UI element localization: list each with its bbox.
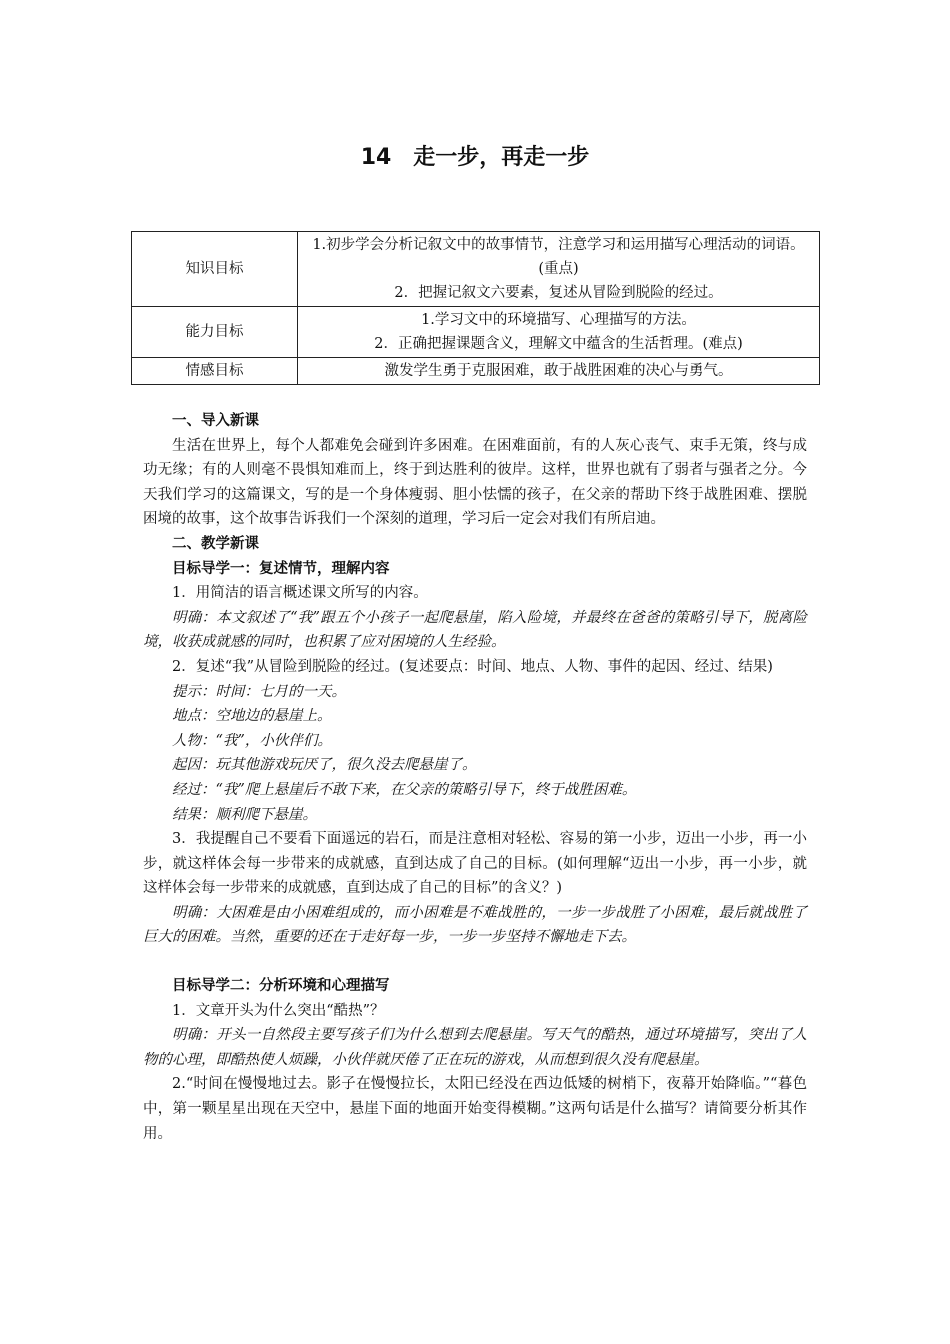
answer-line: 提示：时间：七月的一天。 <box>172 683 346 700</box>
goal-line: 2．正确把握课题含义，理解文中蕴含的生活哲理。(难点) <box>374 336 743 352</box>
table-row <box>132 358 820 385</box>
table-row <box>132 232 820 307</box>
goal-content <box>298 232 820 307</box>
subsection-heading: 目标导学一：复述情节，理解内容 <box>172 560 390 577</box>
answer-line: 起因：玩其他游戏玩厌了，很久没去爬悬崖了。 <box>172 757 477 774</box>
goal-line: 1.初步学会分析记叙文中的故事情节，注意学习和运用描写心理活动的词语。(重点) <box>312 237 805 277</box>
goal-label: 能力目标 <box>132 307 298 358</box>
goal-line: 1.学习文中的环境描写、心理描写的方法。 <box>421 312 696 328</box>
lesson-body <box>143 409 807 1146</box>
goal-content <box>298 307 820 358</box>
answer-line: 结果：顺利爬下悬崖。 <box>172 806 317 823</box>
section-heading: 二、教学新课 <box>172 535 259 552</box>
goal-label: 情感目标 <box>132 358 298 385</box>
subsection-heading: 目标导学二：分析环境和心理描写 <box>172 978 390 995</box>
answer: 明确：大困难是由小困难组成的，而小困难是不难战胜的，一步一步战胜了小困难，最后就战胜了巨大的困难。当然，重要的还在于走好每一步，一步一步坚持不懈地走下去。 <box>143 904 807 946</box>
paragraph: 生活在世界上，每个人都难免会碰到许多困难。在困难面前，有的人灰心丧气、束手无策，终与成功无缘；有的人则毫不畏惧知难而上，终于到达胜利的彼岸。这样，世界也就有了弱者与强者之分。今天我们学习的这篇课文，写的是一个身体瘦弱、胆小怯懦的孩子，在父亲的帮助下终于战胜困难、摆脱困境的故事，这个故事告诉我们一个深刻的道理，学习后一定会对我们有所启迪。 <box>143 437 807 528</box>
answer-line: 地点：空地边的悬崖上。 <box>172 708 332 725</box>
question: 2．复述“我”从冒险到脱险的经过。(复述要点：时间、地点、人物、事件的起因、经过、结果) <box>172 658 773 675</box>
goal-line: 2．把握记叙文六要素，复述从冒险到脱险的经过。 <box>394 285 723 301</box>
question: 1．用简洁的语言概述课文所写的内容。 <box>172 585 428 602</box>
goal-label: 知识目标 <box>132 232 298 307</box>
page-title: 14 走一步，再走一步 <box>360 145 590 170</box>
goal-content <box>298 358 820 385</box>
answer-line: 人物：“我”，小伙伴们。 <box>172 732 332 749</box>
question: 2.“时间在慢慢地过去。影子在慢慢拉长，太阳已经没在西边低矮的树梢下，夜幕开始降临。”“暮色中，第一颗星星出现在天空中，悬崖下面的地面开始变得模糊。”这两句话是什么描写？请简要分析其作用。 <box>143 1076 807 1142</box>
question: 3．我提醒自己不要看下面遥远的岩石，而是注意相对轻松、容易的第一小步，迈出一小步，再一小步，就这样体会每一步带来的成就感，直到达成了自己的目标。(如何理解“迈出一小步，再一小步，就这样体会每一步带来的成就感，直到达成了自己的目标”的含义？) <box>143 831 807 897</box>
table-row <box>132 307 820 358</box>
section-heading: 一、导入新课 <box>172 413 259 429</box>
objectives-table <box>131 231 820 385</box>
answer: 明确：本文叙述了“我”跟五个小孩子一起爬悬崖，陷入险境，并最终在爸爸的策略引导下，脱离险境，收获成就感的同时，也积累了应对困境的人生经验。 <box>143 609 807 651</box>
answer-line: 经过：“我”爬上悬崖后不敢下来，在父亲的策略引导下，终于战胜困难。 <box>172 781 637 798</box>
answer: 明确：开头一自然段主要写孩子们为什么想到去爬悬崖。写天气的酷热，通过环境描写，突出了人物的心理，即酷热使人烦躁，小伙伴就厌倦了正在玩的游戏，从而想到很久没有爬悬崖。 <box>143 1027 807 1068</box>
goal-line: 激发学生勇于克服困难，敢于战胜困难的决心与勇气。 <box>384 363 733 379</box>
question: 1．文章开头为什么突出“酷热”？ <box>172 1002 385 1019</box>
